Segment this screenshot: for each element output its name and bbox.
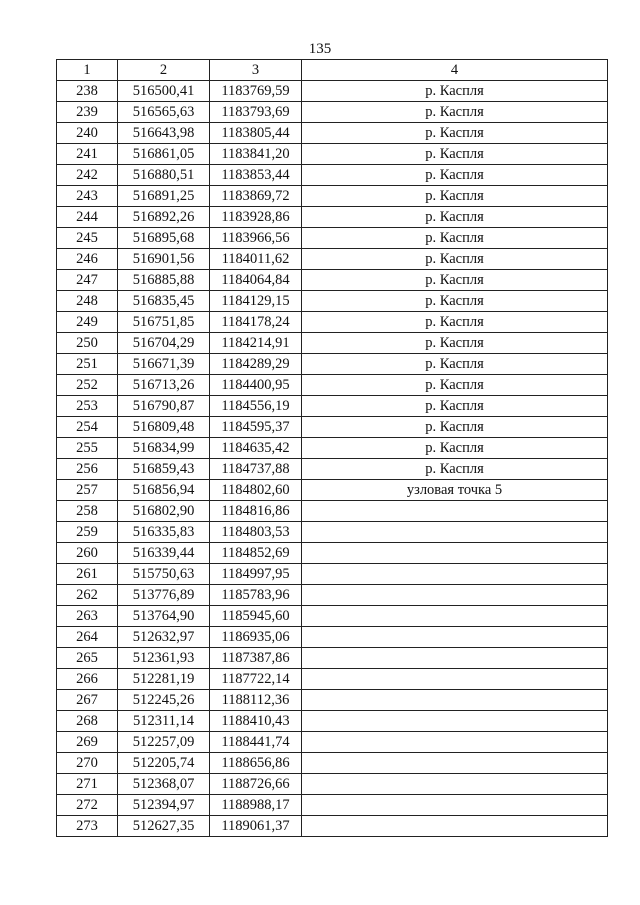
- description-cell: [302, 606, 608, 627]
- y-coordinate-cell: 1183966,56: [210, 228, 302, 249]
- y-coordinate-cell: 1184852,69: [210, 543, 302, 564]
- point-number-cell: 269: [57, 732, 118, 753]
- x-coordinate-cell: 516809,48: [118, 417, 210, 438]
- point-number-cell: 240: [57, 123, 118, 144]
- y-coordinate-cell: 1188410,43: [210, 711, 302, 732]
- point-number-cell: 252: [57, 375, 118, 396]
- table-row: [57, 438, 608, 459]
- table-row: [57, 669, 608, 690]
- y-coordinate-cell: 1184997,95: [210, 564, 302, 585]
- x-coordinate-cell: 516885,88: [118, 270, 210, 291]
- x-coordinate-cell: 516565,63: [118, 102, 210, 123]
- y-coordinate-cell: 1187387,86: [210, 648, 302, 669]
- y-coordinate-cell: 1185783,96: [210, 585, 302, 606]
- x-coordinate-cell: 516339,44: [118, 543, 210, 564]
- point-number-cell: 247: [57, 270, 118, 291]
- x-coordinate-cell: 516704,29: [118, 333, 210, 354]
- table-row: [57, 753, 608, 774]
- x-coordinate-cell: 516500,41: [118, 81, 210, 102]
- table-row: [57, 774, 608, 795]
- header-description: 4: [302, 60, 608, 81]
- point-number-cell: 238: [57, 81, 118, 102]
- x-coordinate-cell: 512311,14: [118, 711, 210, 732]
- description-cell: р. Каспля: [302, 81, 608, 102]
- y-coordinate-cell: 1184129,15: [210, 291, 302, 312]
- table-row: [57, 207, 608, 228]
- y-coordinate-cell: 1184011,62: [210, 249, 302, 270]
- description-cell: р. Каспля: [302, 375, 608, 396]
- point-number-cell: 263: [57, 606, 118, 627]
- x-coordinate-cell: 516834,99: [118, 438, 210, 459]
- x-coordinate-cell: 512257,09: [118, 732, 210, 753]
- y-coordinate-cell: 1184595,37: [210, 417, 302, 438]
- point-number-cell: 251: [57, 354, 118, 375]
- table-row: [57, 396, 608, 417]
- point-number-cell: 264: [57, 627, 118, 648]
- x-coordinate-cell: 516859,43: [118, 459, 210, 480]
- description-cell: [302, 732, 608, 753]
- description-cell: р. Каспля: [302, 354, 608, 375]
- description-cell: р. Каспля: [302, 270, 608, 291]
- description-cell: р. Каспля: [302, 186, 608, 207]
- x-coordinate-cell: 512368,07: [118, 774, 210, 795]
- description-cell: р. Каспля: [302, 291, 608, 312]
- table-row: [57, 81, 608, 102]
- y-coordinate-cell: 1183853,44: [210, 165, 302, 186]
- header-y-coordinate: 3: [210, 60, 302, 81]
- x-coordinate-cell: 516880,51: [118, 165, 210, 186]
- table-row: [57, 291, 608, 312]
- description-cell: р. Каспля: [302, 459, 608, 480]
- table-row: [57, 564, 608, 585]
- description-cell: [302, 774, 608, 795]
- point-number-cell: 271: [57, 774, 118, 795]
- x-coordinate-cell: 515750,63: [118, 564, 210, 585]
- description-cell: [302, 753, 608, 774]
- point-number-cell: 246: [57, 249, 118, 270]
- point-number-cell: 265: [57, 648, 118, 669]
- point-number-cell: 266: [57, 669, 118, 690]
- x-coordinate-cell: 512394,97: [118, 795, 210, 816]
- table-body: [57, 81, 608, 837]
- description-cell: р. Каспля: [302, 312, 608, 333]
- y-coordinate-cell: 1184289,29: [210, 354, 302, 375]
- point-number-cell: 258: [57, 501, 118, 522]
- point-number-cell: 249: [57, 312, 118, 333]
- point-number-cell: 267: [57, 690, 118, 711]
- header-point-number: 1: [57, 60, 118, 81]
- y-coordinate-cell: 1187722,14: [210, 669, 302, 690]
- description-cell: [302, 690, 608, 711]
- description-cell: узловая точка 5: [302, 480, 608, 501]
- y-coordinate-cell: 1184635,42: [210, 438, 302, 459]
- description-cell: [302, 522, 608, 543]
- description-cell: р. Каспля: [302, 396, 608, 417]
- table-row: [57, 312, 608, 333]
- x-coordinate-cell: 512245,26: [118, 690, 210, 711]
- y-coordinate-cell: 1188112,36: [210, 690, 302, 711]
- table-row: [57, 144, 608, 165]
- y-coordinate-cell: 1183928,86: [210, 207, 302, 228]
- description-cell: [302, 543, 608, 564]
- table-row: [57, 123, 608, 144]
- description-cell: р. Каспля: [302, 249, 608, 270]
- header-row: [57, 60, 608, 81]
- table-row: [57, 249, 608, 270]
- table-row: [57, 480, 608, 501]
- table-row: [57, 333, 608, 354]
- table-row: [57, 795, 608, 816]
- table-row: [57, 690, 608, 711]
- table-row: [57, 585, 608, 606]
- point-number-cell: 244: [57, 207, 118, 228]
- table-row: [57, 648, 608, 669]
- description-cell: р. Каспля: [302, 165, 608, 186]
- y-coordinate-cell: 1183841,20: [210, 144, 302, 165]
- y-coordinate-cell: 1188656,86: [210, 753, 302, 774]
- x-coordinate-cell: 512632,97: [118, 627, 210, 648]
- x-coordinate-cell: 516892,26: [118, 207, 210, 228]
- y-coordinate-cell: 1183805,44: [210, 123, 302, 144]
- description-cell: [302, 669, 608, 690]
- point-number-cell: 256: [57, 459, 118, 480]
- page-number: 135: [308, 41, 332, 57]
- x-coordinate-cell: 512281,19: [118, 669, 210, 690]
- point-number-cell: 261: [57, 564, 118, 585]
- table-row: [57, 627, 608, 648]
- y-coordinate-cell: 1184802,60: [210, 480, 302, 501]
- table-row: [57, 606, 608, 627]
- point-number-cell: 254: [57, 417, 118, 438]
- x-coordinate-cell: 516643,98: [118, 123, 210, 144]
- description-cell: р. Каспля: [302, 207, 608, 228]
- x-coordinate-cell: 516802,90: [118, 501, 210, 522]
- description-cell: [302, 627, 608, 648]
- x-coordinate-cell: 516790,87: [118, 396, 210, 417]
- description-cell: [302, 564, 608, 585]
- table-row: [57, 228, 608, 249]
- table-header: [57, 60, 608, 81]
- table-row: [57, 459, 608, 480]
- y-coordinate-cell: 1189061,37: [210, 816, 302, 837]
- description-cell: [302, 795, 608, 816]
- y-coordinate-cell: 1184064,84: [210, 270, 302, 291]
- table-row: [57, 270, 608, 291]
- table-row: [57, 354, 608, 375]
- description-cell: [302, 648, 608, 669]
- y-coordinate-cell: 1188726,66: [210, 774, 302, 795]
- coordinates-table: [56, 59, 608, 837]
- description-cell: [302, 585, 608, 606]
- y-coordinate-cell: 1184816,86: [210, 501, 302, 522]
- description-cell: р. Каспля: [302, 228, 608, 249]
- x-coordinate-cell: 516751,85: [118, 312, 210, 333]
- y-coordinate-cell: 1188988,17: [210, 795, 302, 816]
- x-coordinate-cell: 516891,25: [118, 186, 210, 207]
- point-number-cell: 268: [57, 711, 118, 732]
- description-cell: р. Каспля: [302, 417, 608, 438]
- x-coordinate-cell: 516335,83: [118, 522, 210, 543]
- table-row: [57, 732, 608, 753]
- point-number-cell: 245: [57, 228, 118, 249]
- description-cell: [302, 816, 608, 837]
- y-coordinate-cell: 1183793,69: [210, 102, 302, 123]
- point-number-cell: 241: [57, 144, 118, 165]
- table-row: [57, 543, 608, 564]
- x-coordinate-cell: 513764,90: [118, 606, 210, 627]
- point-number-cell: 253: [57, 396, 118, 417]
- point-number-cell: 242: [57, 165, 118, 186]
- x-coordinate-cell: 516835,45: [118, 291, 210, 312]
- y-coordinate-cell: 1184178,24: [210, 312, 302, 333]
- x-coordinate-cell: 512205,74: [118, 753, 210, 774]
- table-row: [57, 102, 608, 123]
- table-row: [57, 417, 608, 438]
- point-number-cell: 262: [57, 585, 118, 606]
- table-row: [57, 501, 608, 522]
- description-cell: р. Каспля: [302, 438, 608, 459]
- y-coordinate-cell: 1186935,06: [210, 627, 302, 648]
- y-coordinate-cell: 1183769,59: [210, 81, 302, 102]
- point-number-cell: 260: [57, 543, 118, 564]
- point-number-cell: 273: [57, 816, 118, 837]
- description-cell: [302, 711, 608, 732]
- x-coordinate-cell: 512361,93: [118, 648, 210, 669]
- y-coordinate-cell: 1185945,60: [210, 606, 302, 627]
- table-row: [57, 186, 608, 207]
- point-number-cell: 272: [57, 795, 118, 816]
- table-row: [57, 165, 608, 186]
- point-number-cell: 255: [57, 438, 118, 459]
- x-coordinate-cell: 513776,89: [118, 585, 210, 606]
- y-coordinate-cell: 1184556,19: [210, 396, 302, 417]
- description-cell: р. Каспля: [302, 123, 608, 144]
- x-coordinate-cell: 516856,94: [118, 480, 210, 501]
- point-number-cell: 270: [57, 753, 118, 774]
- point-number-cell: 239: [57, 102, 118, 123]
- y-coordinate-cell: 1184214,91: [210, 333, 302, 354]
- x-coordinate-cell: 516713,26: [118, 375, 210, 396]
- y-coordinate-cell: 1183869,72: [210, 186, 302, 207]
- point-number-cell: 248: [57, 291, 118, 312]
- table-row: [57, 816, 608, 837]
- point-number-cell: 250: [57, 333, 118, 354]
- x-coordinate-cell: 512627,35: [118, 816, 210, 837]
- table-row: [57, 711, 608, 732]
- description-cell: р. Каспля: [302, 333, 608, 354]
- x-coordinate-cell: 516895,68: [118, 228, 210, 249]
- y-coordinate-cell: 1184737,88: [210, 459, 302, 480]
- y-coordinate-cell: 1184803,53: [210, 522, 302, 543]
- x-coordinate-cell: 516671,39: [118, 354, 210, 375]
- table-row: [57, 522, 608, 543]
- header-x-coordinate: 2: [118, 60, 210, 81]
- description-cell: р. Каспля: [302, 144, 608, 165]
- point-number-cell: 259: [57, 522, 118, 543]
- table-row: [57, 375, 608, 396]
- y-coordinate-cell: 1188441,74: [210, 732, 302, 753]
- point-number-cell: 243: [57, 186, 118, 207]
- x-coordinate-cell: 516901,56: [118, 249, 210, 270]
- x-coordinate-cell: 516861,05: [118, 144, 210, 165]
- description-cell: р. Каспля: [302, 102, 608, 123]
- point-number-cell: 257: [57, 480, 118, 501]
- y-coordinate-cell: 1184400,95: [210, 375, 302, 396]
- description-cell: [302, 501, 608, 522]
